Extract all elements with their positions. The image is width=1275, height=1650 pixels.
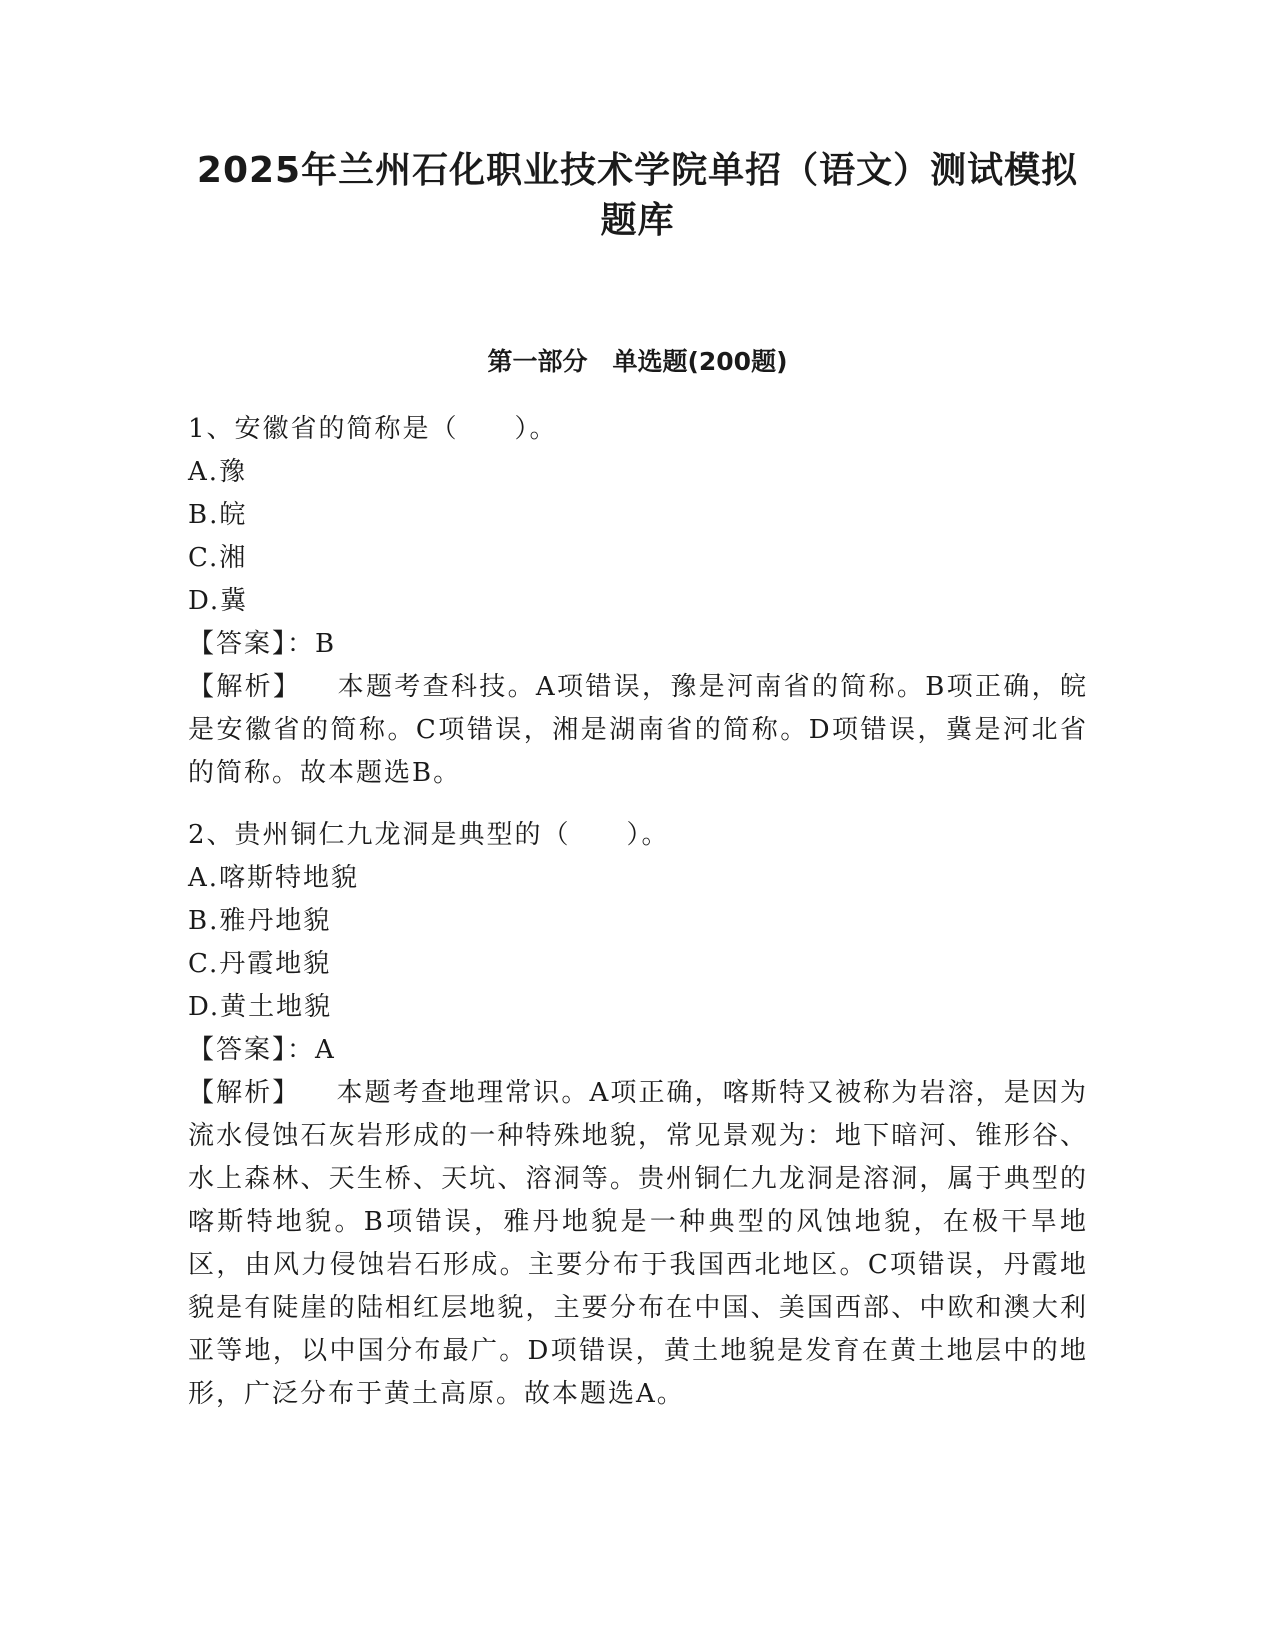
answer-line [188, 1029, 1088, 1072]
document-title-line-1: 2025年兰州石化职业技术学院单招（语文）测试模拟 [196, 150, 1079, 191]
answer-value: B [315, 629, 337, 659]
option-b: B.皖 [188, 500, 248, 530]
option-d: D.黄土地貌 [188, 992, 333, 1022]
section-title: 第一部分 单选题(200题) [487, 347, 788, 376]
answer-label: 【答案】： [188, 1035, 316, 1065]
question-block-2 [188, 814, 1088, 1416]
option-a: A.豫 [188, 457, 248, 487]
question-stem: 1、安徽省的简称是（ ）。 [188, 414, 558, 444]
analysis-paragraph [188, 1072, 1088, 1416]
question-stem: 2、贵州铜仁九龙洞是典型的（ ）。 [188, 820, 670, 850]
answer-line [188, 623, 1088, 666]
answer-label: 【答案】： [188, 629, 316, 659]
analysis-paragraph [188, 666, 1088, 795]
analysis-label: 【解析】 [188, 672, 302, 702]
option-a: A.喀斯特地貌 [188, 863, 360, 893]
question-block-1 [188, 408, 1088, 795]
analysis-text: 本题考查科技。A项错误，豫是河南省的简称。B项正确，皖是安徽省的简称。C项错误，湘是湖南省的简称。D项错误，冀是河北省的简称。故本题选B。 [188, 672, 1088, 788]
answer-value: A [315, 1035, 336, 1065]
option-c: C.丹霞地貌 [188, 949, 332, 979]
analysis-label: 【解析】 [188, 1078, 301, 1108]
analysis-text: 本题考查地理常识。A项正确，喀斯特又被称为岩溶，是因为流水侵蚀石灰岩形成的一种特殊地貌，常见景观为：地下暗河、锥形谷、水上森林、天生桥、天坑、溶洞等。贵州铜仁九龙洞是溶洞，属于典型的喀斯特地貌。B项错误，雅丹地貌是一种典型的风蚀地貌，在极干旱地区，由风力侵蚀岩石形成。主要分布于我国西北地区。C项错误，丹霞地貌是有陡崖的陆相红层地貌，主要分布在中国、美国西部、中欧和澳大利亚等地，以中国分布最广。D项错误，黄土地貌是发育在黄土地层中的地形，广泛分布于黄土高原。故本题选A。 [188, 1078, 1088, 1409]
option-c: C.湘 [188, 543, 248, 573]
document-title-line-2: 题库 [600, 200, 675, 241]
option-d: D.冀 [188, 586, 249, 616]
option-b: B.雅丹地貌 [188, 906, 332, 936]
document-title [150, 146, 1125, 246]
